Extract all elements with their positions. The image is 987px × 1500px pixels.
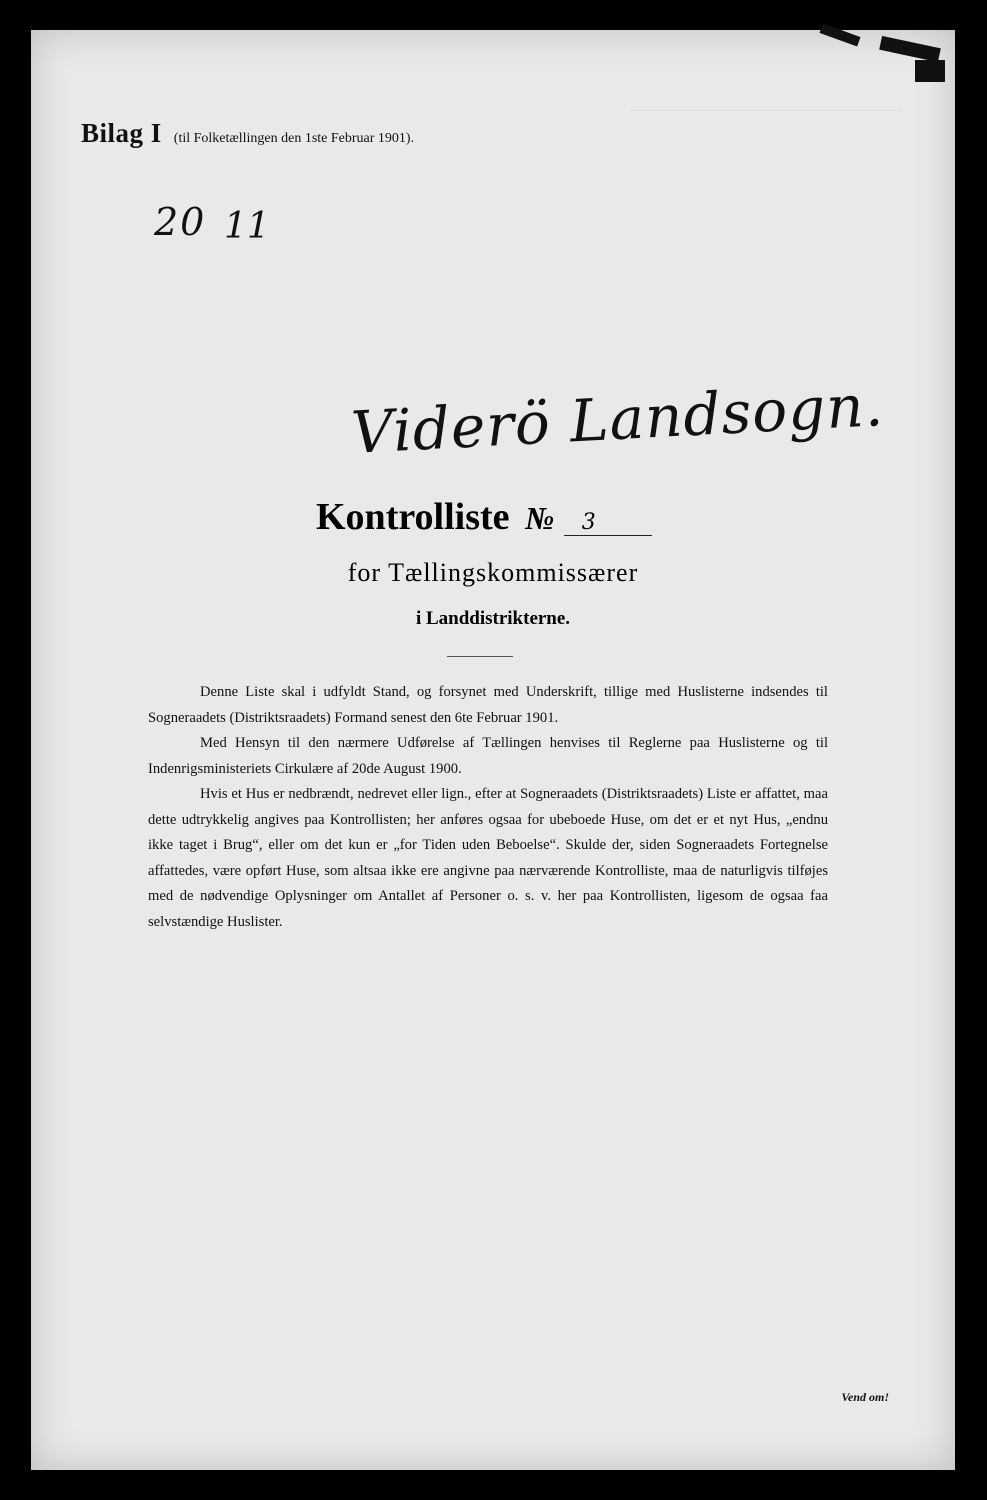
bilag-header	[81, 118, 414, 149]
instructions	[148, 680, 828, 935]
number-symbol: №	[525, 500, 555, 536]
list-number-field: 3	[564, 510, 652, 536]
page-title	[316, 495, 652, 539]
bleed-through-area	[631, 110, 901, 241]
paragraph-1: Denne Liste skal i udfyldt Stand, og forsynet med Underskrift, tillige med Huslisterne indsendes til Sogneraadets (Distriktsraadets) Formand senest den 6te Februar 1901.	[148, 684, 828, 726]
paragraph-3: Hvis et Hus er nedbrændt, nedrevet eller lign., efter at Sogneraadets (Distriktsraadets) Liste er affattet, maa dette udtrykkelig angives paa Kontrollisten; her anføres ogsaa for ubeboede Huse, om det er et nyt Hus, „endnu ikke taget i Brug“, eller om det kun er „for Tiden uden Beboelse“. Skulde der, siden Sogneraadets Fortegnelse affattedes, være opført Huse, som altsaa ikke ere angivne paa nærværende Kontrolliste, maa de naturligvis tilføjes med de nødvendige Oplysninger om Antallet af Personer o. s. v. her paa Kontrollisten, ligesom de ogsaa faa selvstændige Huslister.	[148, 786, 828, 930]
document-page	[31, 30, 955, 1470]
subtitle: for Tællingskommissærer	[347, 558, 639, 587]
subtitle-district: i Landdistrikterne.	[415, 608, 571, 629]
handwritten-number-b: 11	[224, 206, 270, 247]
bilag-note: (til Folketællingen den 1ste Februar 1901).	[173, 131, 415, 146]
title-text: Kontrolliste	[316, 496, 510, 538]
turn-over-note: Vend om!	[841, 1390, 889, 1404]
paragraph-2: Med Hensyn til den nærmere Udførelse af Tællingen henvises til Reglerne paa Huslisterne og til Indenrigsministeriets Cirkulære af 20de August 1900.	[148, 735, 828, 777]
corner-damage	[915, 60, 945, 82]
handwritten-number-a: 20	[154, 200, 207, 244]
handwritten-place-name: Viderö Landsogn.	[349, 371, 886, 467]
bilag-label: Bilag I	[81, 118, 162, 148]
divider	[447, 656, 513, 657]
